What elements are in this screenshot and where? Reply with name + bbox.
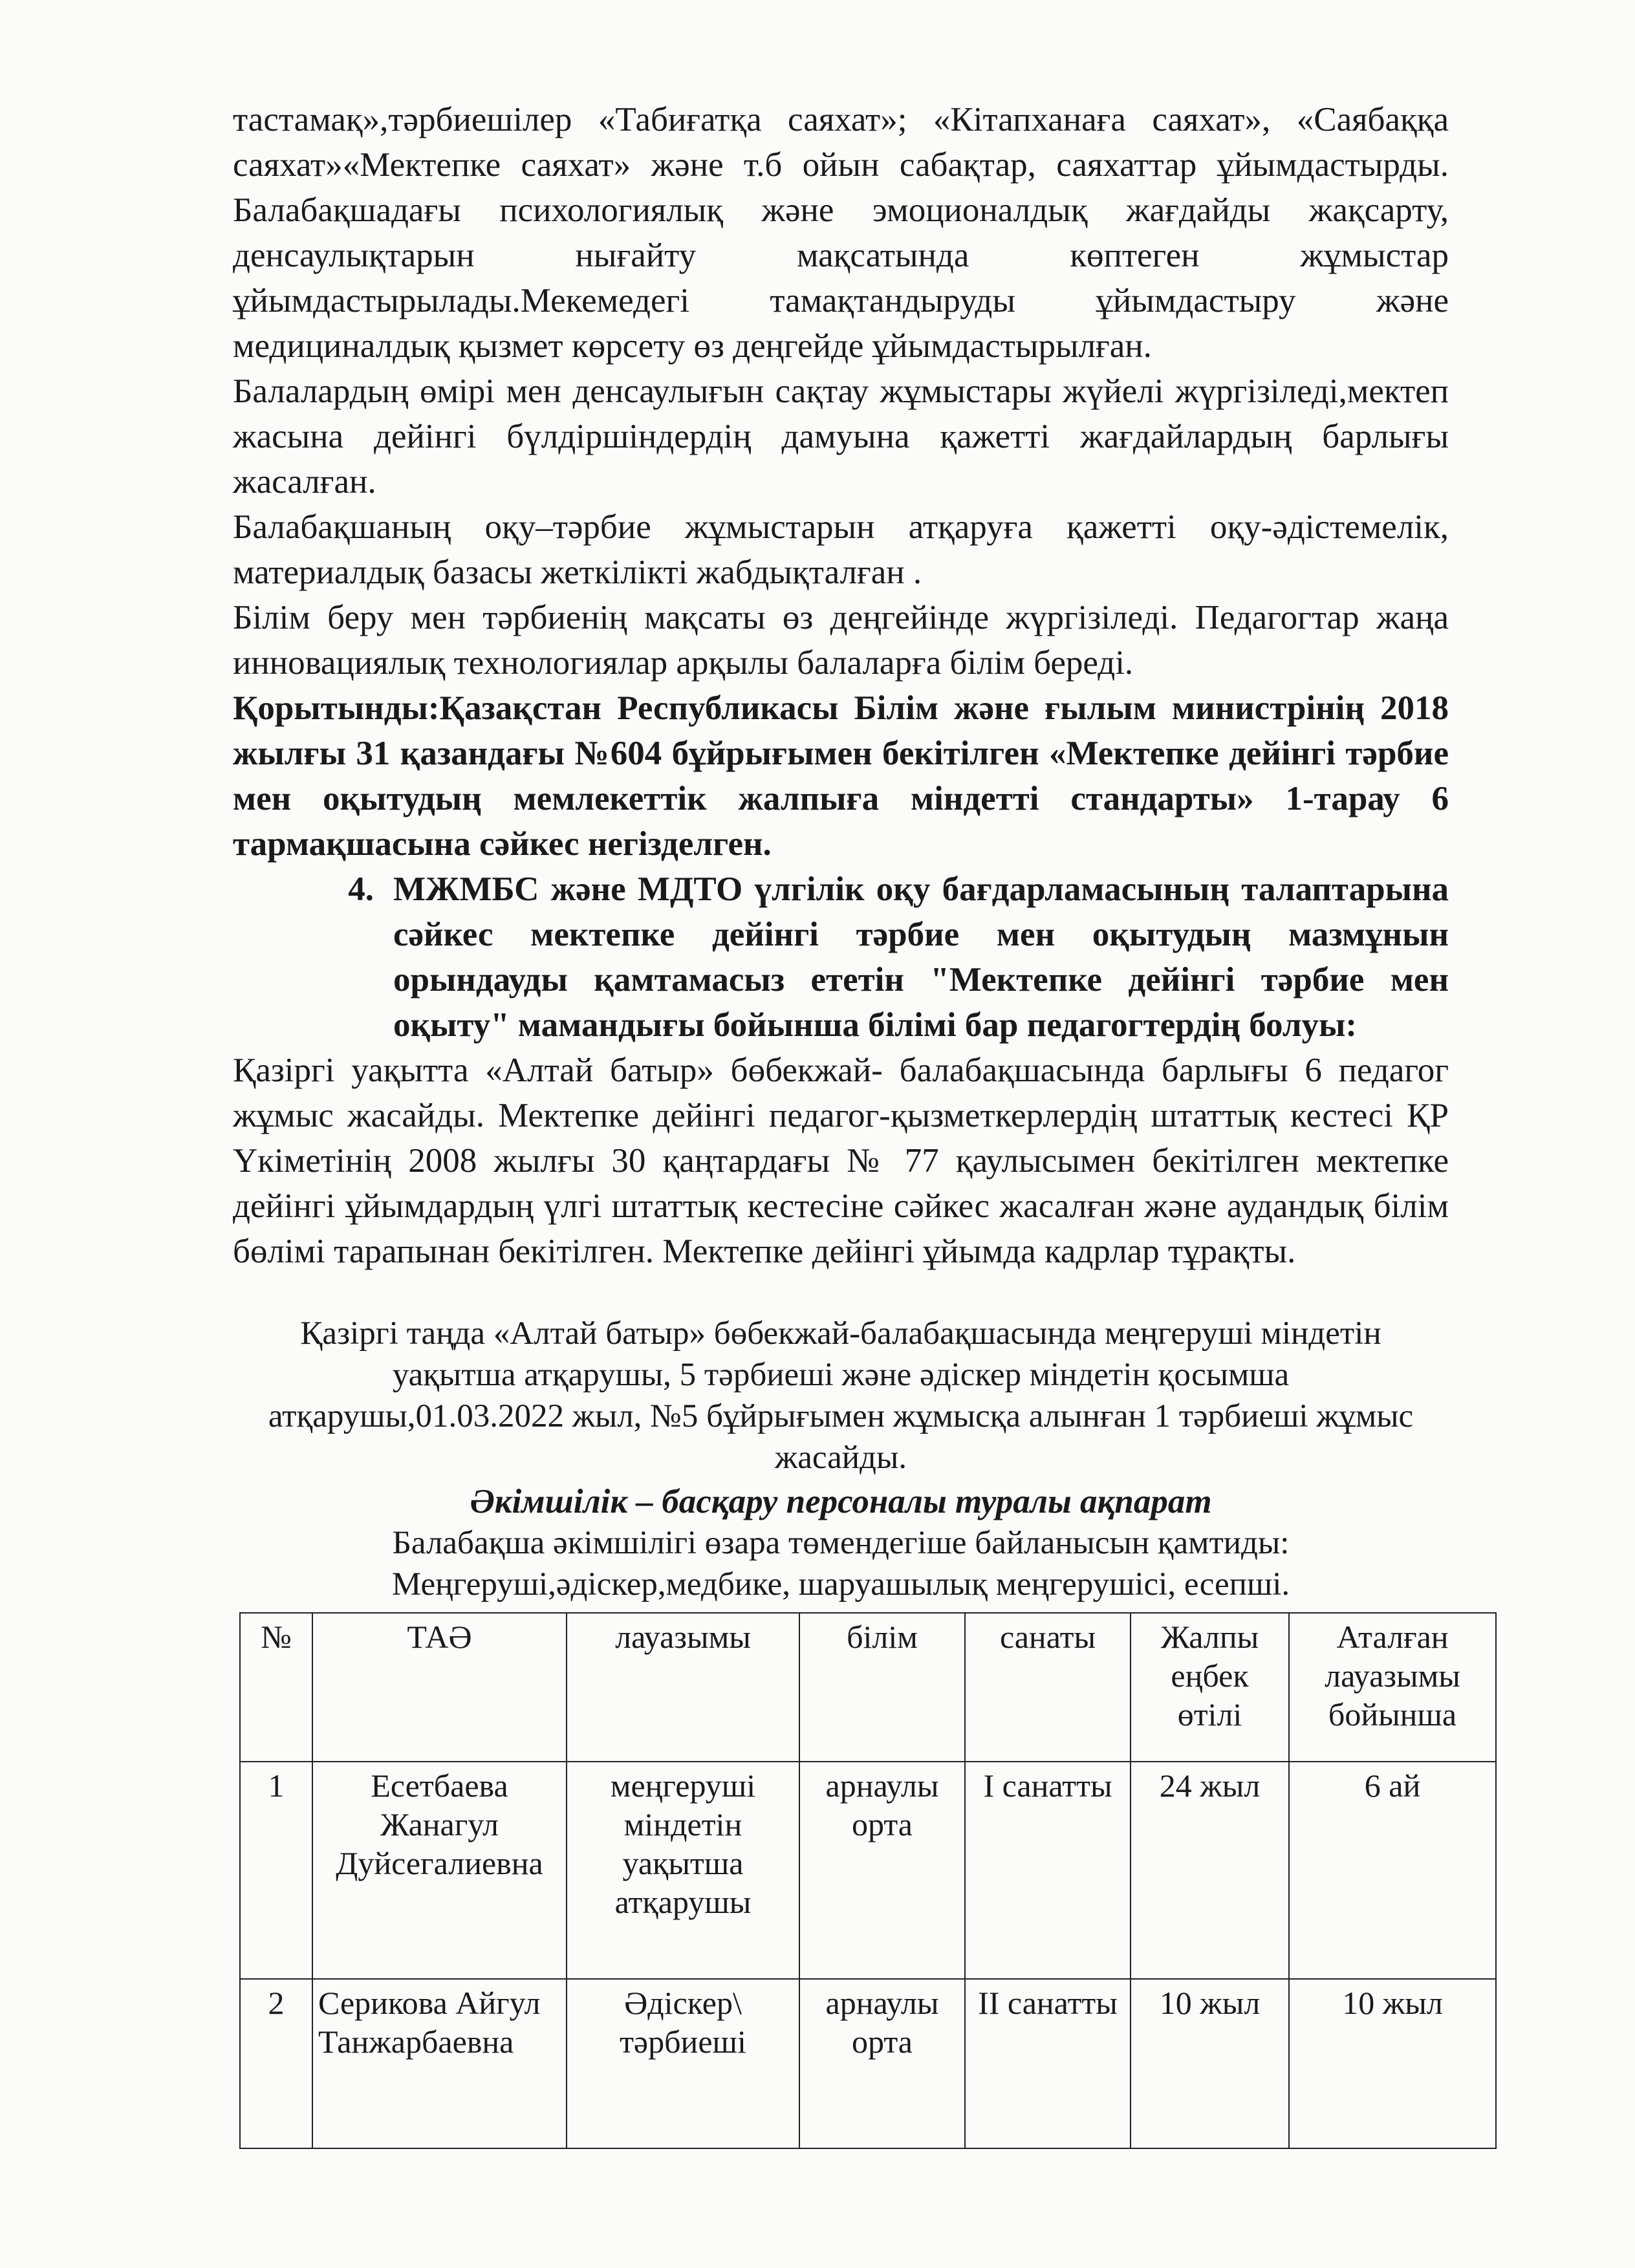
staff-table (239, 1612, 1497, 2149)
cell-education: арнаулы орта (799, 1762, 965, 1979)
document-page (233, 97, 1449, 1605)
table-header-row (240, 1613, 1496, 1762)
cell-education: арнаулы орта (799, 1979, 965, 2148)
cell-category: ІІ санатты (965, 1979, 1131, 2148)
header-category: санаты (965, 1613, 1131, 1762)
section-intro-line-2: Меңгеруші,әдіскер,медбике, шаруашылық меңгерушісі, есепші. (391, 1566, 1290, 1603)
header-number: № (240, 1613, 312, 1762)
header-position-experience: Аталған лауазымы бойынша (1289, 1613, 1496, 1762)
staff-paragraph: Қазіргі уақытта «Алтай батыр» бөбекжай- балабақшасында барлығы 6 педагог жұмыс жасайды. Мектепке дейінгі педагог-қызметкерлердің штаттық кестесі ҚР Үкіметінің 2008 жылғы 30 қаңтардағы № 77 қаулысымен бекітілген мектепке дейінгі ұйымдардың үлгі штаттық кестесіне сәйкес жасалған және аудандық білім бөлімі тарапынан бекітілген. Мектепке дейінгі ұйымда кадрлар тұрақты. (233, 1052, 1449, 1270)
section-title: Әкімшілік – басқару персоналы туралы ақпарат (470, 1483, 1212, 1520)
numbered-requirement (285, 867, 1449, 1048)
requirement-text: МЖМБС және МДТО үлгілік оқу бағдарламасының талаптарына сәйкес мектепке дейінгі тәрбие мен оқытудың мазмұнын орындауды қамтамасыз ететін "Мектепке дейінгі тәрбие мен оқыту" мамандығы бойынша білімі бар педагогтердің болуы: (393, 870, 1449, 1044)
current-staff-paragraph: Қазіргі таңда «Алтай батыр» бөбекжай-балабақшасында меңгеруші міндетін уақытша атқарушы, 5 тәрбиеші және әдіскер міндетін қосымша атқарушы,01.03.2022 жыл, №5 бұйрығымен жұмысқа алынған 1 тәрбиеші жұмыс жасайды. (268, 1315, 1414, 1476)
header-full-name: ТАӘ (312, 1613, 567, 1762)
section-intro-line-1: Балабақша әкімшілігі өзара төмендегіше байланысын қамтиды: (392, 1525, 1290, 1561)
cell-number: 1 (240, 1762, 312, 1979)
cell-full-name: Серикова Айгул Танжарбаевна (312, 1979, 567, 2148)
header-position: лауазымы (567, 1613, 799, 1762)
paragraph-goals: Білім беру мен тәрбиенің мақсаты өз деңгейінде жүргізіледі. Педагогтар жаңа инновациялық технологиялар арқылы балаларға білім береді. (233, 599, 1449, 682)
cell-number: 2 (240, 1979, 312, 2148)
paragraph-materials: Балабақшаның оқу–тәрбие жұмыстарын атқаруға қажетті оқу-әдістемелік, материалдық базасы жеткілікті жабдықталған . (233, 508, 1449, 591)
cell-position: Әдіскер\ тәрбиеші (567, 1979, 799, 2148)
table-row (240, 1762, 1496, 1979)
cell-position-experience: 6 ай (1289, 1762, 1496, 1979)
cell-position: меңгеруші міндетін уақытша атқарушы (567, 1762, 799, 1979)
header-total-experience: Жалпы еңбек өтілі (1131, 1613, 1289, 1762)
requirement-number: 4. (348, 870, 374, 908)
paragraph-health: Балалардың өмірі мен денсаулығын сақтау жұмыстары жүйелі жүргізіледі,мектеп жасына дейінгі бүлдіршіндердің дамуына қажетті жағдайлардың барлығы жасалған. (233, 373, 1449, 501)
cell-full-name: Есетбаева Жанагул Дуйсегалиевна (312, 1762, 567, 1979)
header-education: білім (799, 1613, 965, 1762)
table-row (240, 1979, 1496, 2148)
cell-position-experience: 10 жыл (1289, 1979, 1496, 2148)
cell-category: І санатты (965, 1762, 1131, 1979)
paragraph-activities: тастамақ»,тәрбиешілер «Табиғатқа саяхат»; «Кітапханаға саяхат», «Саябаққа саяхат»«Мектепке саяхат» және т.б ойын сабақтар, саяхаттар ұйымдастырды. Балабақшадағы психологиялық және эмоционалдық жағдайды жақсарту, денсаулықтарын нығайту мақсатында көптеген жұмыстар ұйымдастырылады.Мекемедегі тамақтандыруды ұйымдастыру және медициналдық қызмет көрсету өз деңгейде ұйымдастырылған. (233, 101, 1449, 365)
conclusion-paragraph: Қорытынды:Қазақстан Республикасы Білім және ғылым министрінің 2018 жылғы 31 қазандағы №604 бұйрығымен бекітілген «Мектепке дейінгі тәрбие мен оқытудың мемлекеттік жалпыға міндетті стандарты» 1-тарау 6 тармақшасына сәйкес негізделген. (233, 689, 1449, 863)
cell-total-experience: 24 жыл (1131, 1762, 1289, 1979)
cell-total-experience: 10 жыл (1131, 1979, 1289, 2148)
